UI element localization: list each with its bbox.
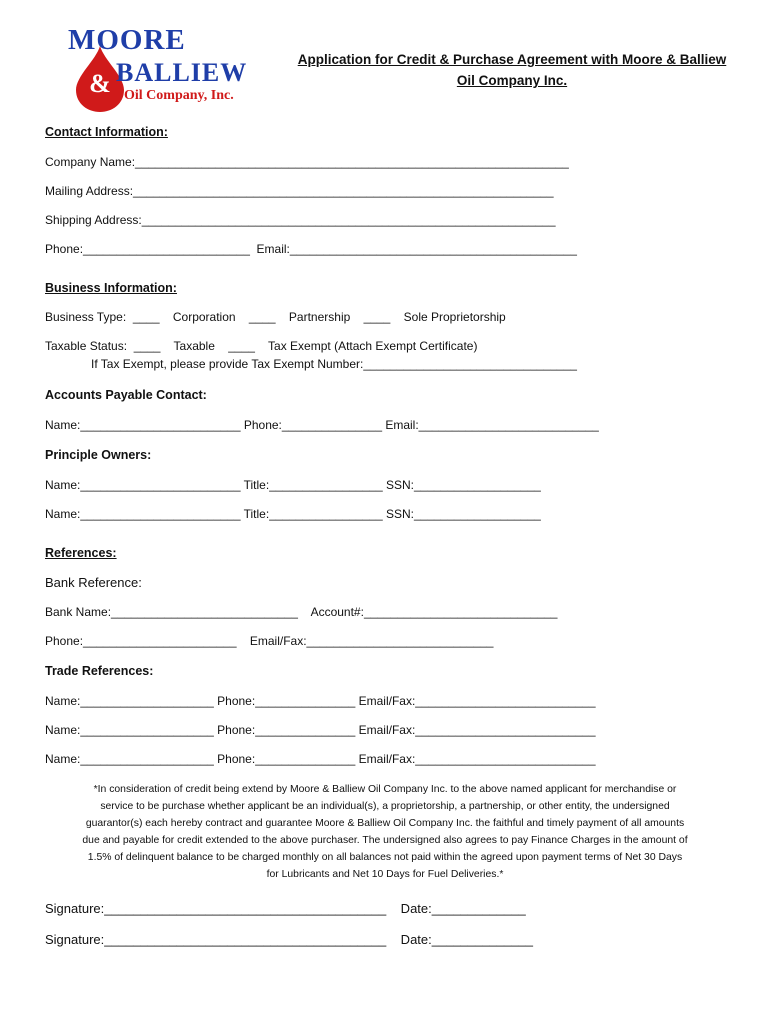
business-type-field[interactable]: Business Type: ____ Corporation ____ Partnership ____ Sole Proprietorship bbox=[45, 310, 506, 324]
trade-reference-row-2[interactable]: Name:____________________ Phone:_______________ Email/Fax:___________________________ bbox=[45, 723, 596, 737]
company-name-field[interactable]: Company Name:_________________________________________________________________ bbox=[45, 155, 569, 169]
accounts-payable-heading: Accounts Payable Contact: bbox=[45, 388, 207, 402]
business-heading: Business Information: bbox=[45, 281, 177, 295]
accounts-payable-field[interactable]: Name:________________________ Phone:_______________ Email:___________________________ bbox=[45, 418, 599, 432]
owner-row-2[interactable]: Name:________________________ Title:_________________ SSN:___________________ bbox=[45, 507, 541, 521]
svg-text:&: & bbox=[89, 69, 111, 98]
principle-owners-heading: Principle Owners: bbox=[45, 448, 152, 462]
trade-reference-row-3[interactable]: Name:____________________ Phone:_______________ Email/Fax:___________________________ bbox=[45, 752, 596, 766]
signature-date-row-2[interactable]: Signature:_______________________________________ Date:______________ bbox=[45, 932, 533, 947]
logo-moore-text: MOORE bbox=[68, 24, 186, 56]
tax-exempt-number-field[interactable]: If Tax Exempt, please provide Tax Exempt Number:________________________________ bbox=[91, 357, 577, 371]
disclaimer-line: due and payable for credit extended to the above purchaser. The undersigned also agrees to pay Finance Charges in the amount of bbox=[82, 835, 688, 846]
shipping-address-field[interactable]: Shipping Address:______________________________________________________________ bbox=[45, 213, 556, 227]
disclaimer-line: guarantor(s) each hereby contract and guarantee Moore & Balliew Oil Company Inc. the faithful and timely payment of all amounts bbox=[85, 818, 685, 829]
trade-references-heading: Trade References: bbox=[45, 664, 154, 678]
contact-heading: Contact Information: bbox=[45, 125, 168, 139]
bank-name-field[interactable]: Bank Name:____________________________ Account#:_____________________________ bbox=[45, 605, 558, 619]
references-heading: References: bbox=[45, 546, 117, 560]
disclaimer-line: service to be purchase whether applicant be an individual(s), a proprietorship, a partnership, or other entity, the undersigned bbox=[100, 801, 670, 812]
logo-ampersand bbox=[80, 68, 120, 98]
logo-balliew-text: BALLIEW bbox=[116, 58, 248, 87]
logo-oil-company-text: Oil Company, Inc. bbox=[124, 88, 234, 103]
signature-date-row-1[interactable]: Signature:_______________________________________ Date:_____________ bbox=[45, 901, 526, 916]
bank-reference-heading: Bank Reference: bbox=[45, 575, 142, 590]
company-logo bbox=[66, 24, 266, 114]
page-title: Application for Credit & Purchase Agreement with Moore & Balliew Oil Company Inc. bbox=[297, 52, 727, 88]
disclaimer-line: for Lubricants and Net 10 Days for Fuel Deliveries.* bbox=[266, 869, 504, 880]
bank-phone-field[interactable]: Phone:_______________________ Email/Fax:____________________________ bbox=[45, 634, 494, 648]
credit-terms-disclaimer bbox=[40, 781, 730, 883]
mailing-address-field[interactable]: Mailing Address:_______________________________________________________________ bbox=[45, 184, 554, 198]
phone-email-field[interactable]: Phone:_________________________ Email:___________________________________________ bbox=[45, 242, 577, 256]
owner-row-1[interactable]: Name:________________________ Title:_________________ SSN:___________________ bbox=[45, 478, 541, 492]
disclaimer-line: *In consideration of credit being extend by Moore & Balliew Oil Company Inc. to the above named applicant for merchandise or bbox=[93, 784, 677, 795]
disclaimer-line: 1.5% of delinquent balance to be charged monthly on all balances not paid within the agreed upon payment terms of Net 30 Days bbox=[87, 852, 683, 863]
taxable-status-field[interactable]: Taxable Status: ____ Taxable ____ Tax Exempt (Attach Exempt Certificate) bbox=[45, 339, 478, 353]
trade-reference-row-1[interactable]: Name:____________________ Phone:_______________ Email/Fax:___________________________ bbox=[45, 694, 596, 708]
